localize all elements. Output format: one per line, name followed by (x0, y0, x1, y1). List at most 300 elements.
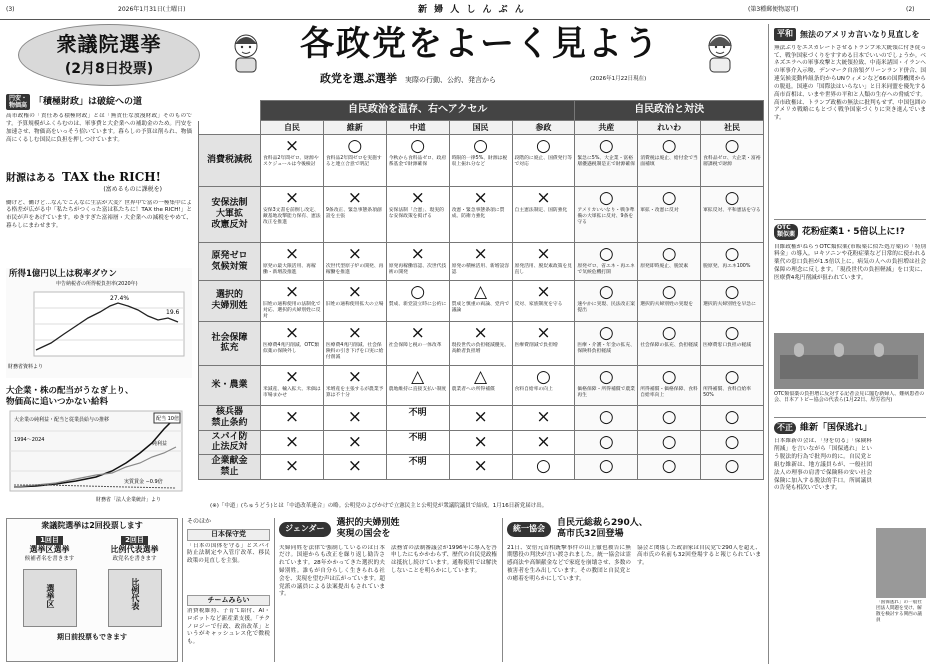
tax-the-rich: TAX the RICH! (62, 170, 161, 185)
policy-cell (386, 135, 449, 187)
other-body-hoshu: 「日本の国体を守る」とスパイ防止法制定や入管庁改革、移民政策の見直しを主張。 (187, 542, 270, 565)
stance-symbol: × (284, 431, 300, 452)
stance-symbol: ○ (598, 322, 614, 343)
policy-label: 消費税減税 (199, 135, 261, 187)
stance-note: 賛成と慎重の両論、党内で議論 (451, 302, 510, 313)
policy-label: スパイ防 止法反対 (199, 430, 261, 455)
stance-note: 食料品ゼロ、大企業・富裕層課税で財源 (703, 156, 761, 167)
policy-cell (386, 430, 449, 455)
corner-cell (199, 101, 261, 121)
stance-note: 原発即時廃止、脱炭素 (640, 264, 689, 269)
stance-symbol: ○ (536, 366, 551, 387)
round2-label: 比例代表選挙 (110, 545, 159, 555)
policy-cell (512, 321, 575, 365)
stance-note: 段階的に廃止、国債発行等で対応 (514, 156, 573, 167)
policy-cell (701, 455, 764, 480)
gender-body-2: 法務省の法制審議会が1996年に導入を答申したにもかかわらず、歴代の自民党政権は抵抗し続けています。通称使用では解決しないことを明らかにしています。 (391, 544, 497, 574)
policy-label: 米・農業 (199, 365, 261, 405)
policy-cell (575, 365, 638, 405)
stance-symbol: × (347, 282, 362, 302)
stance-note: 緊急に5%、大企業・富裕層優遇税制是正で財源確保 (577, 156, 635, 167)
other-parties-column (182, 518, 270, 662)
meeting-photo (876, 528, 926, 598)
stance-symbol: ○ (661, 366, 677, 387)
page-number-left: (3) (6, 6, 15, 13)
stance-note: 旧姓の通称使用の法制化で対応、選択的夫婦別姓に反対 (263, 302, 321, 319)
stance-symbol: × (284, 282, 300, 302)
stance-symbol: × (473, 188, 488, 208)
stance-symbol: ○ (661, 244, 677, 264)
policy-cell (386, 455, 449, 480)
stance-note: 自主憲法制定、国防強化 (514, 208, 568, 213)
policy-cell (638, 321, 701, 365)
round2-badge: 2回目 (121, 536, 148, 545)
subheadline-text: 政党を選ぶ選挙 (320, 72, 397, 85)
toitsu-kicker: 統一協会 (507, 522, 551, 537)
stance-symbol: × (284, 136, 300, 156)
other-body-mirai: 消費税維持、子育て給付、AI・ロボットなど新産業支援。「テクノロジーで行政、政治改革」というがキャッシュレス化で徴税も。 (187, 607, 270, 646)
stance-note: アメリカいいなり・戦争準備の大軍拡に反対、9条を守る (577, 208, 635, 225)
policy-cell (323, 135, 386, 187)
stance-note: 安保3文書を前倒し改定、敵基地攻撃能力保有、憲法改正を推進 (263, 208, 321, 225)
election-banner (18, 24, 200, 86)
policy-label: 原発ゼロ 気候対策 (199, 243, 261, 281)
fraud-body: 日本維新の会は、「身を切る」「保険料削減」を言いながら「国保逃れ」という脱法的行為で批判の的に。自民党と組む維新は、地方議員らが、一般社団法人の理事の肩書で保険料の安い社会保険に加入する脱法的手口。所属議員の告発も相次いでいます。 (774, 438, 872, 492)
stance-symbol: × (536, 322, 551, 343)
stance-note: 米増産を主張するが農業予算は不十分 (325, 386, 384, 398)
stance-symbol: × (284, 456, 300, 477)
policy-cell (323, 243, 386, 281)
meeting-photo-caption: 「国保逃れ」の一般社団法人問題を受け、解散を検討する関西の議員 (876, 600, 922, 623)
chart-tax-rate (6, 268, 192, 378)
chart2-legend: 大企業の純利益・配当と従業員給与の推移 (14, 417, 110, 424)
stance-note: 医療・介護・年金の拡充、保険料負担軽減 (577, 342, 635, 354)
policy-cell (323, 187, 386, 243)
stance-symbol: ○ (724, 188, 740, 208)
stance-note: 医療費削減で負担増 (514, 342, 558, 348)
stance-symbol: ○ (347, 136, 363, 156)
stance-symbol: ○ (724, 282, 740, 302)
policy-cell (512, 455, 575, 480)
policy-cell (701, 281, 764, 322)
chart1-end-label: 19.6 (166, 309, 180, 317)
policy-label: 企業献金 禁止 (199, 455, 261, 480)
other-kicker: そのほか (187, 518, 212, 525)
chart2-range: 1994〜2024 (14, 437, 45, 444)
round1-note: 候補者名を書きます (24, 556, 75, 563)
policy-cell (512, 243, 575, 281)
policy-row (199, 365, 764, 405)
toitsu-body-2: 協会と関係した政治家は自民党で290人を超え、高市氏の名前も32回登場すると報じられています。 (637, 544, 761, 567)
subheadline-note: 実際の行動、公約、発言から (405, 76, 496, 84)
ballot-box-icon (23, 569, 77, 627)
party-comparison-table (198, 100, 764, 480)
policy-label: 社会保障 拡充 (199, 321, 261, 365)
policy-cell (323, 321, 386, 365)
stance-note: 医療費4兆円削減、OTC類似薬の保険外し (263, 342, 319, 354)
policy-cell (449, 281, 512, 322)
girl-illustration-icon (700, 30, 740, 74)
headline-fiscal: 「積極財政」は破綻への道 (34, 97, 143, 108)
policy-cell (575, 187, 638, 243)
chart1-svg (6, 288, 192, 372)
stance-symbol: ○ (724, 406, 740, 427)
fraud-kicker: 不正 (774, 422, 796, 435)
stance-note: 食料品2年間ゼロ、財源やスケジュールは今後検討 (263, 156, 319, 167)
round2-note: 政党名を書きます (112, 556, 157, 563)
stance-note: 医療費窓口負担の軽減 (703, 342, 752, 348)
stance-symbol: × (536, 244, 551, 264)
stance-note: 反対、家族制度を守る (514, 302, 563, 307)
ballot-box-icon (108, 569, 162, 627)
stance-symbol: ○ (661, 322, 677, 343)
stance-symbol: × (536, 431, 551, 452)
stance-symbol: ○ (661, 406, 677, 427)
kicker-inflation: 円安・ 物価高 (6, 94, 30, 110)
subheadline (320, 72, 496, 87)
policy-cell (701, 187, 764, 243)
policy-cell (449, 321, 512, 365)
policy-cell (638, 135, 701, 187)
stance-symbol: × (284, 366, 300, 387)
gender-section (274, 518, 498, 662)
otc-headline: 花粉症薬1・5倍以上に!? (802, 226, 905, 237)
policy-label: 安保法制 大軍拡 改憲反対 (199, 187, 261, 243)
stance-symbol: △ (474, 282, 488, 302)
policy-row (199, 321, 764, 365)
policy-cell (638, 281, 701, 322)
stance-symbol: ○ (598, 282, 614, 302)
stance-symbol: × (284, 244, 300, 264)
voting-guide-box (6, 518, 178, 662)
policy-cell (701, 321, 764, 365)
stance-symbol: × (473, 322, 488, 343)
chart2-label-dividend: 配当 10倍 (156, 416, 179, 423)
stance-symbol: ○ (410, 282, 426, 302)
toitsu-headline: 自民元総裁ら290人、 高市氏32回登場 (557, 518, 648, 540)
chart2-svg (6, 407, 192, 507)
policy-cell (575, 455, 638, 480)
gender-kicker: ジェンダー (279, 522, 331, 537)
chart-profits-wages (6, 386, 192, 512)
stance-note: 安保法制「合憲」、現実的な安保政策を掲げる (388, 208, 444, 219)
woman-illustration-icon (226, 30, 266, 74)
stance-symbol: × (284, 188, 300, 208)
stance-symbol: 不明 (408, 407, 427, 418)
stance-note: 今秋から食料品ゼロ、政府系基金で財源確保 (388, 156, 447, 167)
stance-symbol: ○ (661, 282, 677, 302)
stance-symbol: ○ (598, 188, 614, 208)
stance-symbol: × (347, 456, 362, 477)
stance-symbol: × (284, 322, 300, 343)
group-header-left: 自民政治を温存、右へアクセル (261, 101, 575, 121)
policy-cell (449, 135, 512, 187)
stance-symbol: ○ (598, 406, 614, 427)
party-header: れいわ (638, 121, 701, 135)
other-head-hoshu: 日本保守党 (187, 529, 270, 540)
body-fiscal: 高市政権の「責任ある積極財政」とは「無責任な放漫財政」そのものです。予算規模がふくらむのは、軍事費と大企業への補助金のため。円安を加速させ、物価高をいっそう招いています。暮らしの予算は削られ、物価高にくるしむ国民に負担を押しつけています。 (6, 113, 192, 143)
policy-cell (261, 455, 324, 480)
chart1-subtitle: 申告納税者の所得税負担率(2020年) (56, 281, 138, 288)
stance-symbol: × (347, 431, 362, 452)
policy-cell (261, 405, 324, 430)
policy-cell (575, 135, 638, 187)
stance-note: 医療費4兆円削減、社会保険料の引き下げを口実に給付削減 (325, 342, 384, 360)
stance-note: 賛成、新党設立時に公約に (388, 302, 447, 307)
stance-note: 速やかに実現、民法改正案提出 (577, 302, 635, 313)
press-photo-caption: OTC類似薬の負担増に反対する記者会見に臨む新婦人、難病患者の会、日本アトピー協会の代表ら(1月22日、厚労省内) (774, 390, 925, 404)
policy-row (199, 405, 764, 430)
stance-note: 9条改正、緊急事態条項創設を主張 (325, 208, 382, 219)
policy-cell (323, 430, 386, 455)
policy-cell (575, 430, 638, 455)
policy-cell (261, 243, 324, 281)
party-header: 維新 (323, 121, 386, 135)
policy-row (199, 243, 764, 281)
stance-note: 食料自給率の向上 (514, 386, 553, 392)
stance-symbol: ○ (661, 456, 677, 477)
gender-headline: 選択的夫婦別姓 実現の国会を (336, 518, 400, 540)
main-headline: 各政党をよーく見よう (300, 24, 660, 64)
stance-symbol: 不明 (408, 432, 427, 443)
policy-cell (261, 187, 324, 243)
banner-title: 衆議院選挙 (56, 32, 162, 56)
policy-cell (449, 365, 512, 405)
voting-guide-title: 衆議院選挙は2回投票します (41, 521, 143, 530)
issue-date: 2026年1月31日(土曜日) (118, 6, 186, 13)
early-voting-note: 期日前投票もできます (57, 633, 127, 642)
policy-cell (449, 455, 512, 480)
policy-row (199, 430, 764, 455)
stance-note: 社会保障と税の一体改革 (388, 342, 442, 348)
policy-cell (449, 243, 512, 281)
stance-symbol: ○ (724, 456, 740, 477)
policy-cell (512, 365, 575, 405)
stance-note: 社会保障の拡充、負担軽減 (640, 342, 698, 348)
policy-cell (638, 187, 701, 243)
stance-note: 米減産、輸入拡大、米価は市場まかせ (263, 386, 321, 398)
policy-label: 選択的 夫婦別姓 (199, 281, 261, 322)
stance-symbol: × (410, 244, 425, 264)
otc-kicker: OTC 類似薬 (774, 224, 798, 240)
stance-note: 所得補償、食料自給率50% (703, 386, 752, 398)
stance-symbol: ○ (598, 136, 614, 156)
stance-note: 食料品2年間ゼロを実施すると連立合意で明記 (325, 156, 382, 167)
policy-cell (323, 405, 386, 430)
policy-cell (701, 243, 764, 281)
chart1-title: 所得1億円以上は税率ダウン (9, 269, 117, 279)
policy-cell (575, 321, 638, 365)
policy-cell (449, 405, 512, 430)
stance-symbol: ○ (598, 456, 614, 477)
chart2-title: 大企業・株の配当がうなぎ上り、 物価高に追いつかない給料 (6, 386, 134, 407)
chart2-source: 財務省「法人企業統計」より (96, 497, 162, 504)
policy-cell (638, 365, 701, 405)
otc-body: 自維政権がねらうOTC類似薬(市販薬に似た処方薬)の「特別料金」の導入。ロキソニンや花粉症薬など日常的に使われる薬代の窓口負担が1.5倍以上に。病気の人への負担増は社会保障の理念に反します。「現役世代の負担軽減」を口実に、医療費4兆円削減が狙われています。 (774, 243, 926, 281)
party-header: 社民 (701, 121, 764, 135)
policy-cell (701, 365, 764, 405)
policy-cell (386, 243, 449, 281)
policy-cell (638, 455, 701, 480)
round1-badge: 1回目 (36, 536, 63, 545)
chart1-peak-label: 27.4% (110, 295, 130, 303)
page-number-right: (2) (906, 6, 915, 13)
stance-note: 脱原発、再エネ100% (703, 264, 751, 269)
ballot-box-label-2: 比例代表 (130, 578, 140, 611)
body-revenue: 働けど、働けど…なんでこんなに生活が大変？世界中で富の一極集中による格差が広がる中「私たちがつくった富は私たちに！TAX the RICH!」と市民が声をあげています。ゆきすぎた富裕層・大企業への減税をやめて、暮らしにまわせます。 (6, 199, 192, 230)
policy-cell (512, 405, 575, 430)
stance-note: 原発の積極活用、新増設容認 (451, 264, 510, 275)
stance-symbol: ○ (724, 431, 740, 452)
stance-note: 所得補償・価格保障、食料自給率向上 (640, 386, 698, 398)
group-header-right: 自民政治と対決 (575, 101, 764, 121)
policy-cell (386, 365, 449, 405)
stance-symbol: × (347, 406, 362, 427)
stance-symbol: ○ (536, 136, 551, 156)
stance-symbol: × (347, 188, 362, 208)
stance-note: 原発ゼロ、省エネ・再エネで気候危機打開 (577, 264, 635, 275)
headline-revenue: 財源はある (6, 173, 56, 185)
policy-cell (701, 135, 764, 187)
masthead: 新 婦 人 し ん ぶ ん (418, 5, 526, 15)
stance-note: 軍拡・改憲に反対 (640, 208, 679, 213)
policy-cell (512, 281, 575, 322)
tax-the-rich-sub: (富めるものに課税を) (103, 185, 162, 193)
policy-cell (701, 430, 764, 455)
policy-cell (575, 405, 638, 430)
stance-symbol: × (536, 188, 551, 208)
stance-symbol: ○ (724, 244, 740, 264)
stance-symbol: × (347, 244, 362, 264)
stance-note: 価格保障・所得補償で農業再生 (577, 386, 635, 398)
stance-symbol: ○ (661, 188, 677, 208)
stance-symbol: ○ (473, 136, 488, 156)
page-header (0, 0, 930, 20)
policy-cell (386, 281, 449, 322)
stance-note: 軍拡反対、平和憲法を守る (703, 208, 761, 213)
fraud-headline: 維新「国保逃れ」 (800, 422, 873, 433)
policy-row (199, 455, 764, 480)
table-footnote: (※)「中道」(ちゅうどう)とは「中道改革連合」の略。公明党のよびかけで立憲民主と公明党が衆議院議員で結成。1月16日新党届け出。 (210, 503, 548, 509)
stance-note: 農地維持に直接支払い制度 (388, 386, 447, 392)
chart1-source: 財務省資料より (8, 364, 44, 371)
stance-symbol: × (536, 406, 551, 427)
postal-note: (第3種郵便物認可) (748, 6, 799, 13)
stance-symbol: × (473, 406, 488, 427)
stance-note: 次世代型原子炉の開発、再稼働を推進 (325, 264, 384, 275)
toitsu-body-1: 21日、安倍元首相銃撃事件の山上徹也被告に無期懲役の判決が言い渡されました。統一協会は霊感商法や高額献金などで家庭を崩壊させ、多数の被害者を生み出しています。その教団と自民党との癒着を明らかにしています。 (507, 544, 631, 582)
policy-cell (261, 321, 324, 365)
stance-symbol: × (536, 282, 551, 302)
policy-cell (386, 405, 449, 430)
stance-symbol: × (473, 456, 488, 477)
party-header: 共産 (575, 121, 638, 135)
stance-note: 現役世代の負担軽減優先、高齢者負担増 (451, 342, 510, 354)
stance-note: 時限的一律5%、財源は税収上振れ分など (451, 156, 508, 167)
stance-symbol: × (473, 244, 488, 264)
policy-row (199, 135, 764, 187)
policy-label: 核兵器 禁止条約 (199, 405, 261, 430)
policy-cell (701, 405, 764, 430)
stance-note: 旧姓の通称使用拡大の立場 (325, 302, 384, 307)
policy-cell (261, 281, 324, 322)
stance-symbol: 不明 (408, 457, 427, 468)
policy-cell (449, 187, 512, 243)
gender-body-1: 夫婦同姓を法律で強制しているのは日本だけ。国連からも改正を繰り返し勧告されています。28年かかってきた選択的夫婦別姓。誰もが自分らしく生きられる社会を、実現を望む声は広がっています。超党派の議員による法案提出もされています。 (279, 544, 385, 598)
chart2-label-wage: 実質賃金 −0.9倍 (124, 479, 163, 486)
policy-cell (512, 135, 575, 187)
stance-symbol: ○ (598, 431, 614, 452)
policy-cell (323, 455, 386, 480)
policy-cell (261, 365, 324, 405)
party-header: 国民 (449, 121, 512, 135)
party-header: 自民 (261, 121, 324, 135)
round1-label: 選挙区選挙 (29, 545, 70, 555)
policy-cell (386, 187, 449, 243)
policy-cell (261, 135, 324, 187)
stance-symbol: ○ (724, 136, 740, 156)
unification-church-section (502, 518, 764, 662)
policy-cell (575, 281, 638, 322)
policy-row (199, 187, 764, 243)
stance-symbol: △ (474, 366, 488, 387)
stance-note: 農業者への所得補償 (451, 386, 495, 392)
party-header: 中道 (386, 121, 449, 135)
policy-cell (323, 281, 386, 322)
stance-symbol: ○ (724, 366, 740, 387)
stance-symbol: △ (411, 366, 425, 387)
stance-symbol: × (347, 322, 362, 343)
stance-symbol: × (284, 406, 300, 427)
stance-note: 原発再稼働容認、次世代技術の開発 (388, 264, 447, 275)
policy-row (199, 281, 764, 322)
policy-cell (512, 187, 575, 243)
stance-symbol: ○ (724, 322, 740, 343)
stance-symbol: × (410, 322, 425, 343)
chart2-label-profit: 純利益 (152, 441, 168, 448)
policy-cell (323, 365, 386, 405)
policy-cell (638, 243, 701, 281)
stance-symbol: ○ (536, 456, 551, 477)
stance-symbol: ○ (661, 136, 677, 156)
peace-headline: 無法のアメリカ言いなり見直しを (800, 29, 920, 39)
policy-cell (512, 430, 575, 455)
stance-symbol: × (473, 431, 488, 452)
stance-note: 選択的夫婦別姓を早急に (703, 302, 756, 307)
ballot-box-label-1: 選挙区 (45, 584, 55, 609)
stance-symbol: ○ (661, 431, 677, 452)
stance-note: 選択的夫婦別姓の実現を (640, 302, 694, 307)
banner-date: (2月8日投票) (64, 61, 154, 77)
policy-cell (449, 430, 512, 455)
policy-cell (638, 405, 701, 430)
left-column (6, 94, 192, 250)
party-header: 参政 (512, 121, 575, 135)
stance-note: 原発活用、脱炭素政策を見直し (514, 264, 573, 275)
stance-note: 消費税は廃止、給付金で当面補填 (640, 156, 698, 167)
policy-cell (386, 321, 449, 365)
press-conference-photo (774, 333, 924, 389)
stance-symbol: × (347, 366, 362, 387)
peace-body: 無法ぶりをエスカレートさせるトランプ米大統領に付き従って、戦争国家づくりをすすめる日本でいいのでしょうか。ベネズエラへの軍事攻撃と大統領拉致、中南米諸国・イランへの軍事介入示唆、デンマーク自治領グリーンランド併合、国連気候変動枠組条約からUNウィメンなど66の国際機関からの脱退。国連の「国際法はいらない」と日米同盟を優先する高市首相は、いまや世界の平和と人類の生存への脅威です。高市政権は、トランプ政権の無法に批判もせず、中国包囲のアメリカ戦略にもとづく戦争国家づくりに突き進んでいます。 (774, 44, 926, 122)
stance-symbol: × (410, 188, 425, 208)
peace-kicker: 平和 (774, 28, 796, 41)
stance-symbol: ○ (598, 244, 614, 264)
corner-cell-2 (199, 121, 261, 135)
stance-symbol: ○ (410, 136, 426, 156)
as-of-date: (2026年1月22日現在) (590, 76, 647, 82)
policy-cell (575, 243, 638, 281)
